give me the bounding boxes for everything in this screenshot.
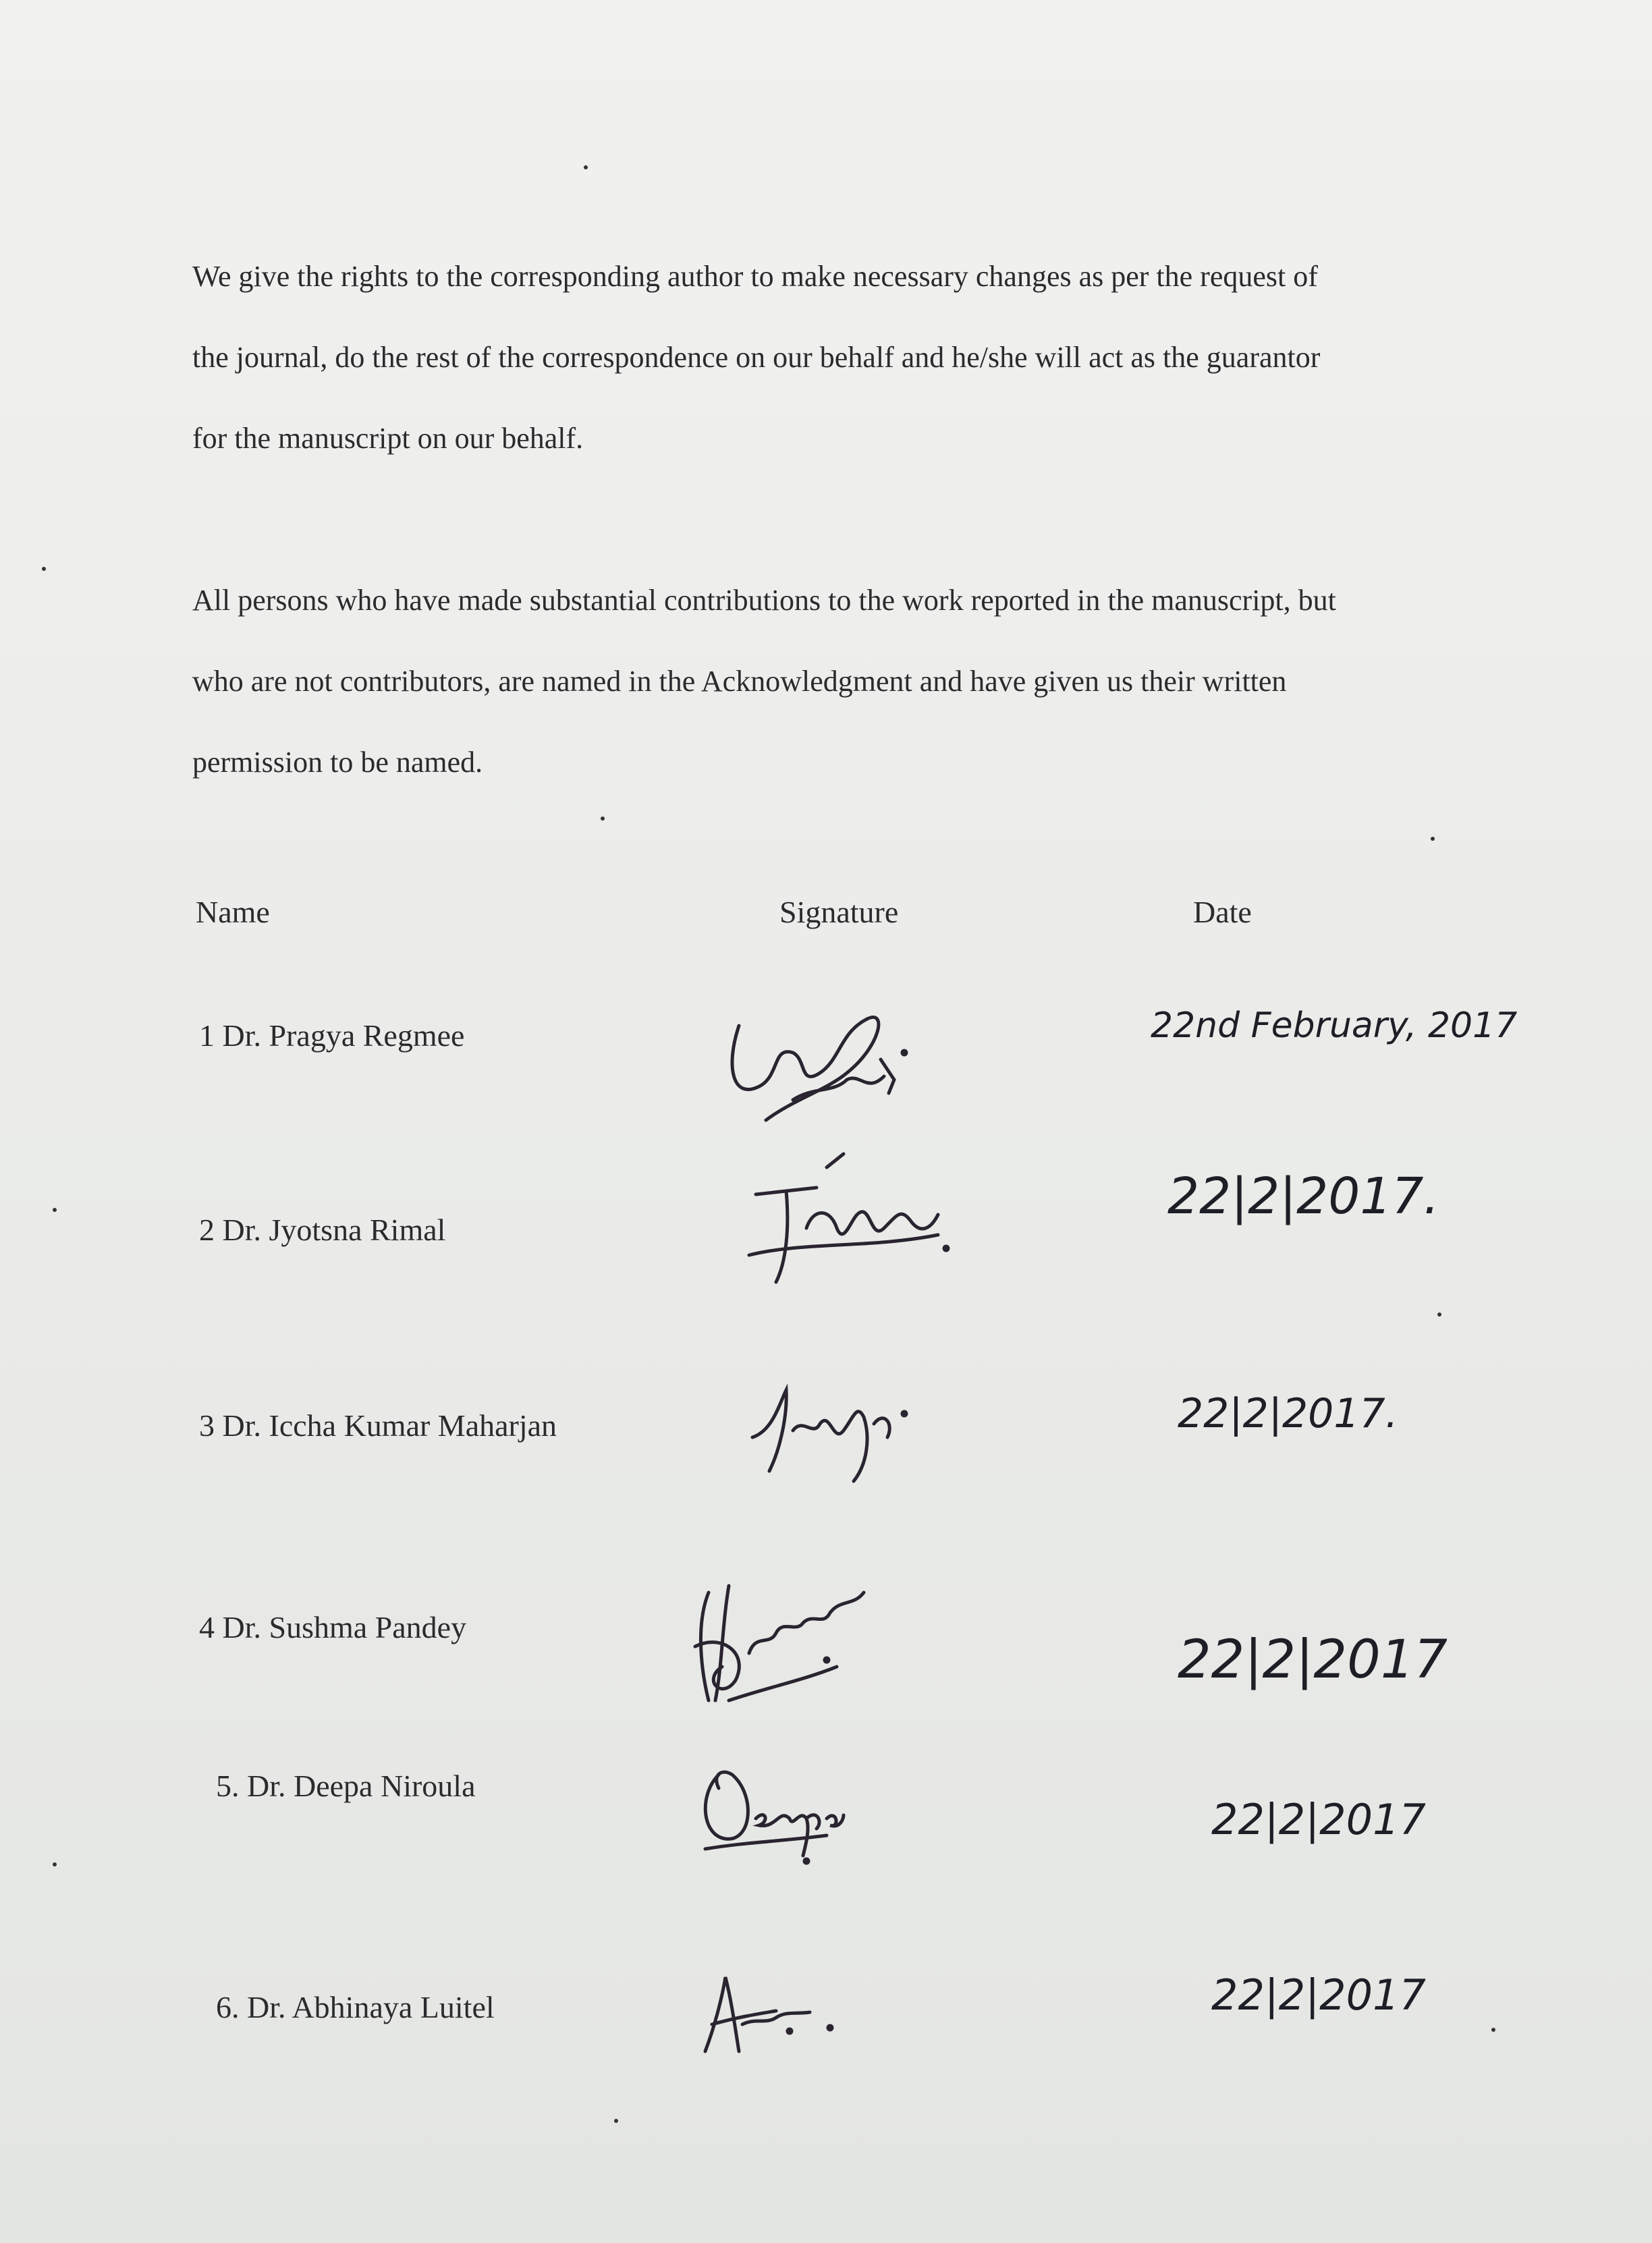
signing-date: 22|2|2017 — [1211, 1970, 1426, 2020]
author-name: 4 Dr. Sushma Pandey — [199, 1610, 467, 1644]
paper-speck — [53, 1862, 57, 1866]
author-name: 2 Dr. Jyotsna Rimal — [199, 1213, 446, 1247]
paper-speck — [42, 567, 46, 571]
author-name: 1 Dr. Pragya Regmee — [199, 1018, 465, 1053]
paper-speck — [584, 165, 588, 169]
date-column-header: Date — [1193, 895, 1252, 929]
rights-paragraph — [192, 236, 1549, 479]
paper-speck — [614, 2119, 618, 2123]
signing-date: 22|2|2017. — [1178, 1390, 1398, 1437]
paper-speck — [53, 1208, 57, 1212]
paragraph-line: permission to be named. — [192, 746, 483, 779]
paper-speck — [1491, 2028, 1495, 2032]
signature-sushma-pandey — [682, 1566, 877, 1714]
paper-speck — [1431, 837, 1435, 841]
signature-column-header: Signature — [779, 895, 899, 929]
signature-iccha-kumar-maharjan — [739, 1363, 914, 1498]
paragraph-line: who are not contributors, are named in the Acknowledgment and have given us their written — [192, 665, 1287, 698]
signature-abhinaya-luitel — [695, 1964, 844, 2065]
paragraph-line: All persons who have made substantial contributions to the work reported in the manuscript, but — [192, 584, 1336, 617]
signature-pragya-regmee — [712, 985, 914, 1147]
signing-date: 22|2|2017 — [1211, 1795, 1426, 1844]
paragraph-line: for the manuscript on our behalf. — [192, 422, 584, 455]
paragraph-line: the journal, do the rest of the correspondence on our behalf and he/she will act as the guarantor — [192, 341, 1321, 374]
paper-speck — [1437, 1312, 1441, 1317]
signature-deepa-niroula — [692, 1754, 847, 1869]
signing-date: 22|2|2017 — [1178, 1630, 1448, 1690]
paper-speck — [601, 816, 605, 821]
author-name: 5. Dr. Deepa Niroula — [216, 1769, 476, 1803]
acknowledgment-paragraph — [192, 560, 1549, 803]
author-name: 3 Dr. Iccha Kumar Maharjan — [199, 1408, 557, 1443]
paragraph-line: We give the rights to the corresponding author to make necessary changes as per the request of — [192, 260, 1318, 293]
signing-date: 22nd February, 2017 — [1151, 1005, 1518, 1046]
name-column-header: Name — [196, 895, 270, 929]
signing-date: 22|2|2017. — [1167, 1167, 1439, 1225]
author-name: 6. Dr. Abhinaya Luitel — [216, 1990, 495, 2024]
signature-jyotsna-rimal — [736, 1147, 952, 1302]
